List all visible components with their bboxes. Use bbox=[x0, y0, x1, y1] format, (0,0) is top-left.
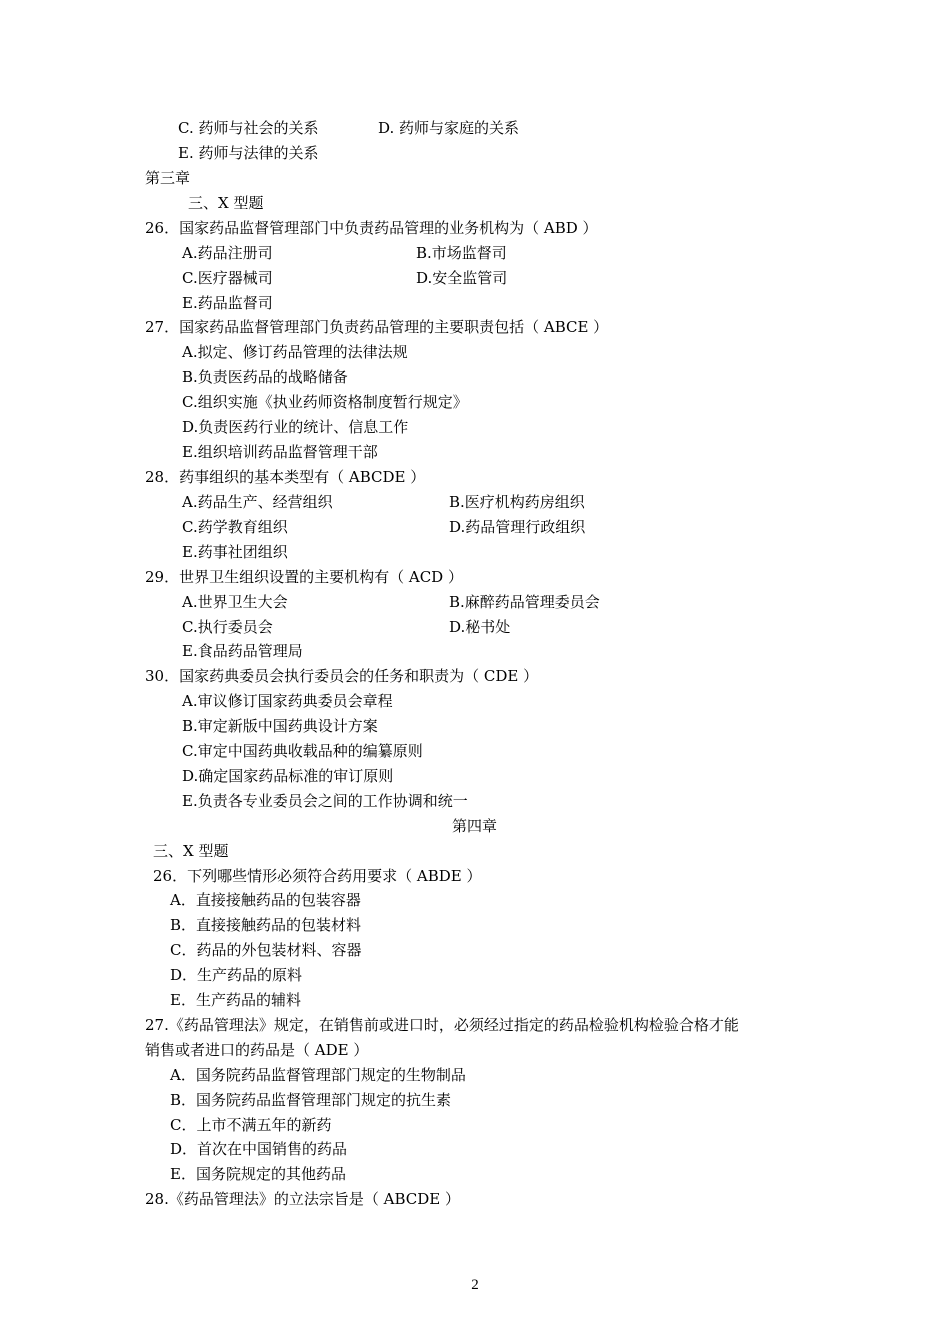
line-text: E. 药师与法律的关系 bbox=[178, 144, 319, 162]
line-text: C.医疗器械司 bbox=[182, 269, 273, 287]
line-text-right-column: B.市场监督司 bbox=[416, 244, 507, 262]
line-text: C. 药师与社会的关系 bbox=[178, 119, 319, 137]
line-text: 第四章 bbox=[452, 817, 498, 835]
line-text-right-column: D.药品管理行政组织 bbox=[449, 518, 586, 536]
line-text: D．首次在中国销售的药品 bbox=[170, 1140, 348, 1158]
line-text-right-column: B.麻醉药品管理委员会 bbox=[449, 593, 600, 611]
line-text: 26．下列哪些情形必须符合药用要求（ ABDE ） bbox=[153, 867, 482, 885]
line-text: E.负责各专业委员会之间的工作协调和统一 bbox=[182, 792, 468, 810]
line-text: B．国务院药品监督管理部门规定的抗生素 bbox=[170, 1091, 452, 1109]
line-text: 29．世界卫生组织设置的主要机构有（ ACD ） bbox=[145, 568, 463, 586]
line-text: A.世界卫生大会 bbox=[182, 593, 288, 611]
line-text: C.组织实施《执业药师资格制度暂行规定》 bbox=[182, 393, 468, 411]
line-text: E.药品监督司 bbox=[182, 294, 273, 312]
line-text: E.食品药品管理局 bbox=[182, 642, 303, 660]
line-text: C．药品的外包装材料、容器 bbox=[170, 941, 362, 959]
line-text: 三、X 型题 bbox=[153, 842, 229, 860]
line-text: E.组织培训药品监督管理干部 bbox=[182, 443, 378, 461]
line-text: E.药事社团组织 bbox=[182, 543, 288, 561]
line-text: 28.《药品管理法》的立法宗旨是（ ABCDE ） bbox=[145, 1190, 460, 1208]
line-text: A.药品注册司 bbox=[182, 244, 273, 262]
line-text: C.药学教育组织 bbox=[182, 518, 288, 536]
line-text: A.审议修订国家药典委员会章程 bbox=[182, 692, 393, 710]
line-text: A．国务院药品监督管理部门规定的生物制品 bbox=[170, 1066, 466, 1084]
line-text: B．直接接触药品的包装材料 bbox=[170, 916, 362, 934]
page-number: 2 bbox=[471, 1277, 479, 1293]
line-text: 30．国家药典委员会执行委员会的任务和职责为（ CDE ） bbox=[145, 667, 539, 685]
line-text: E．生产药品的辅料 bbox=[170, 991, 301, 1009]
line-text: B.审定新版中国药典设计方案 bbox=[182, 717, 378, 735]
line-text-right-column: B.医疗机构药房组织 bbox=[449, 493, 585, 511]
line-text: 28．药事组织的基本类型有（ ABCDE ） bbox=[145, 468, 426, 486]
line-text: A.药品生产、经营组织 bbox=[182, 493, 333, 511]
line-text: B.负责医药品的战略储备 bbox=[182, 368, 348, 386]
line-text: C．上市不满五年的新药 bbox=[170, 1116, 332, 1134]
line-text: 三、X 型题 bbox=[188, 194, 264, 212]
line-text-right-column: D. 药师与家庭的关系 bbox=[378, 119, 520, 137]
line-text: 26．国家药品监督管理部门中负责药品管理的业务机构为（ ABD ） bbox=[145, 219, 598, 237]
line-text: D．生产药品的原料 bbox=[170, 966, 303, 984]
line-text: C.执行委员会 bbox=[182, 618, 273, 636]
line-text: 27.《药品管理法》规定，在销售前或进口时，必须经过指定的药品检验机构检验合格才能 bbox=[145, 1016, 739, 1034]
line-text: E．国务院规定的其他药品 bbox=[170, 1165, 346, 1183]
line-text: 第三章 bbox=[145, 169, 191, 187]
line-text: D.负责医药行业的统计、信息工作 bbox=[182, 418, 409, 436]
line-text: D.确定国家药品标准的审订原则 bbox=[182, 767, 394, 785]
line-text: 27．国家药品监督管理部门负责药品管理的主要职责包括（ ABCE ） bbox=[145, 318, 609, 336]
line-text: C.审定中国药典收载品种的编纂原则 bbox=[182, 742, 423, 760]
line-text-right-column: D.安全监管司 bbox=[416, 269, 508, 287]
line-text: A.拟定、修订药品管理的法律法规 bbox=[182, 343, 408, 361]
line-text: A．直接接触药品的包装容器 bbox=[170, 891, 361, 909]
line-text-right-column: D.秘书处 bbox=[449, 618, 511, 636]
line-text: 销售或者进口的药品是（ ADE ） bbox=[145, 1041, 369, 1059]
